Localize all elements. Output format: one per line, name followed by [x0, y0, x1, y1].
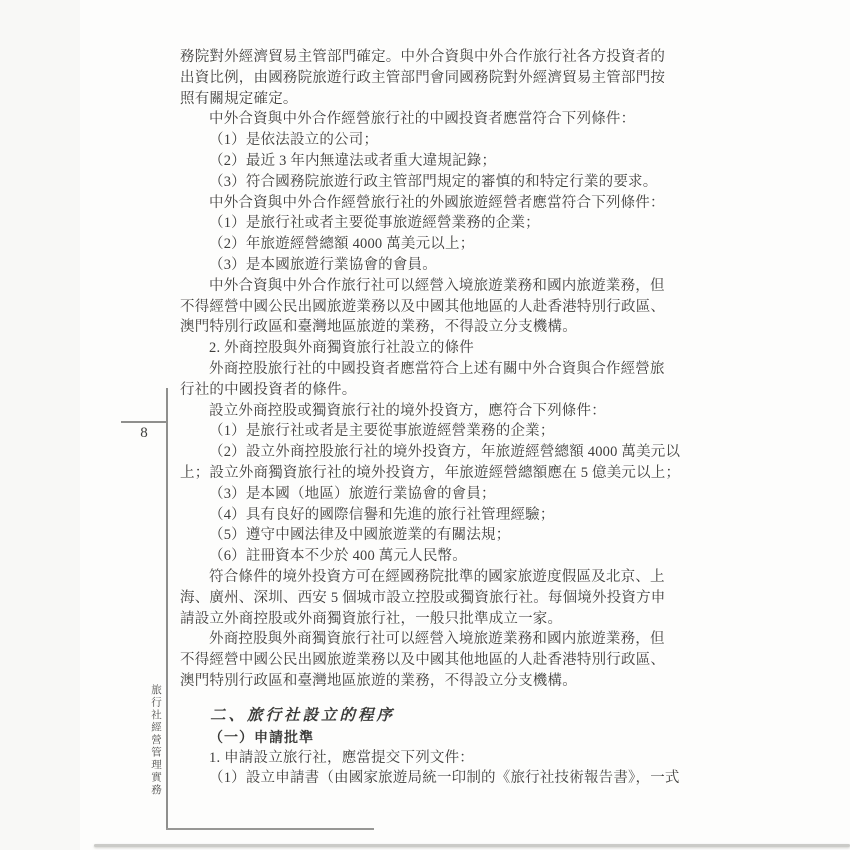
text-line: （2）設立外商控股旅行社的境外投資方，年旅遊經營總額 4000 萬美元以 [209, 444, 681, 461]
text-line: 海、廣州、深圳、西安 5 個城市設立控股或獨資旅行社。每個境外投資方申 [180, 589, 666, 606]
page-number-rule [121, 421, 167, 423]
text-line: （3）是本國（地區）旅遊行業協會的會員； [209, 485, 496, 502]
text-line: （3）符合國務院旅遊行政主管部門規定的審慎的和特定行業的要求。 [209, 173, 658, 190]
text-line: （5）遵守中國法律及中國旅遊業的有關法規； [209, 527, 511, 544]
text-line: 澳門特別行政區和臺灣地區旅遊的業務，不得設立分支機構。 [180, 319, 577, 336]
text-line: （一）申請批準 [209, 728, 314, 745]
text-line: 澳門特別行政區和臺灣地區旅遊的業務，不得設立分支機構。 [180, 672, 577, 689]
text-line: （2）最近 3 年内無違法或者重大違規記錄； [209, 152, 497, 169]
text-line: （1）是旅行社或者是主要從事旅遊經營業務的企業； [209, 423, 555, 440]
page-left-edge [0, 0, 80, 850]
text-line: （3）是本國旅遊行業協會的會員。 [209, 256, 437, 273]
page-number: 8 [140, 425, 148, 441]
text-line: 外商控股與外商獨資旅行社可以經營入境旅遊業務和國内旅遊業務，但 [209, 631, 665, 648]
text-line: 務院對外經濟貿易主管部門確定。中外合資與中外合作旅行社各方投資者的 [180, 49, 666, 65]
text-line: 設立外商控股或獨資旅行社的境外投資方，應符合下列條件： [209, 402, 606, 419]
text-line: （1）是旅行社或者主要從事旅遊經營業務的企業； [209, 215, 540, 232]
spine-book-title: 旅行社經營管理實務 [150, 684, 161, 797]
text-line: 外商控股旅行社的中國投資者應當符合上述有關中外合資與合作經營旅 [209, 360, 665, 377]
text-line: 中外合資與中外合作經營旅行社的外國旅遊經營者應當符合下列條件： [209, 194, 665, 211]
text-line: 不得經營中國公民出國旅遊業務以及中國其他地區的人赴香港特別行政區、 [180, 652, 666, 669]
text-line: （1）是依法設立的公司； [209, 132, 379, 149]
text-line: （2）年旅遊經營總額 4000 萬美元以上； [209, 236, 475, 253]
body-text-column [180, 47, 681, 789]
page-bottom-edge [94, 844, 850, 847]
text-line: 1. 申請設立旅行社，應當提交下列文件： [209, 749, 474, 766]
text-line: （6）註冊資本不少於 400 萬元人民幣。 [209, 548, 467, 565]
text-line: 符合條件的境外投資方可在經國務院批準的國家旅遊度假區及北京、上 [209, 568, 665, 585]
text-line: （1）設立申請書（由國家旅遊局統一印制的《旅行社技術報告書》，一式 [209, 770, 680, 787]
text-line: 請設立外商控股或外商獨資旅行社，一般只批準成立一家。 [180, 610, 563, 627]
text-line: 中外合資與中外合作旅行社可以經營入境旅遊業務和國内旅遊業務，但 [209, 277, 665, 294]
text-line: 不得經營中國公民出國旅遊業務以及中國其他地區的人赴香港特別行政區、 [180, 298, 666, 315]
text-line: 出資比例，由國務院旅遊行政主管部門會同國務院對外經濟貿易主管部門按 [180, 69, 666, 86]
sidebar-vertical-rule [166, 388, 168, 829]
text-line: 二、旅行社設立的程序 [210, 706, 396, 724]
text-line: 上；設立外商獨資旅行社的境外投資方，年旅遊經營總額應在 5 億美元以上； [180, 464, 681, 481]
text-line: 照有關規定確定。 [180, 90, 298, 107]
sidebar-bottom-rule [166, 828, 374, 830]
text-line: 行社的中國投資者的條件。 [180, 381, 357, 398]
text-line: （4）具有良好的國際信譽和先進的旅行社管理經驗； [209, 506, 555, 523]
text-line: 2. 外商控股與外商獨資旅行社設立的條件 [209, 340, 474, 357]
text-line: 中外合資與中外合作經營旅行社的中國投資者應當符合下列條件： [209, 111, 636, 128]
